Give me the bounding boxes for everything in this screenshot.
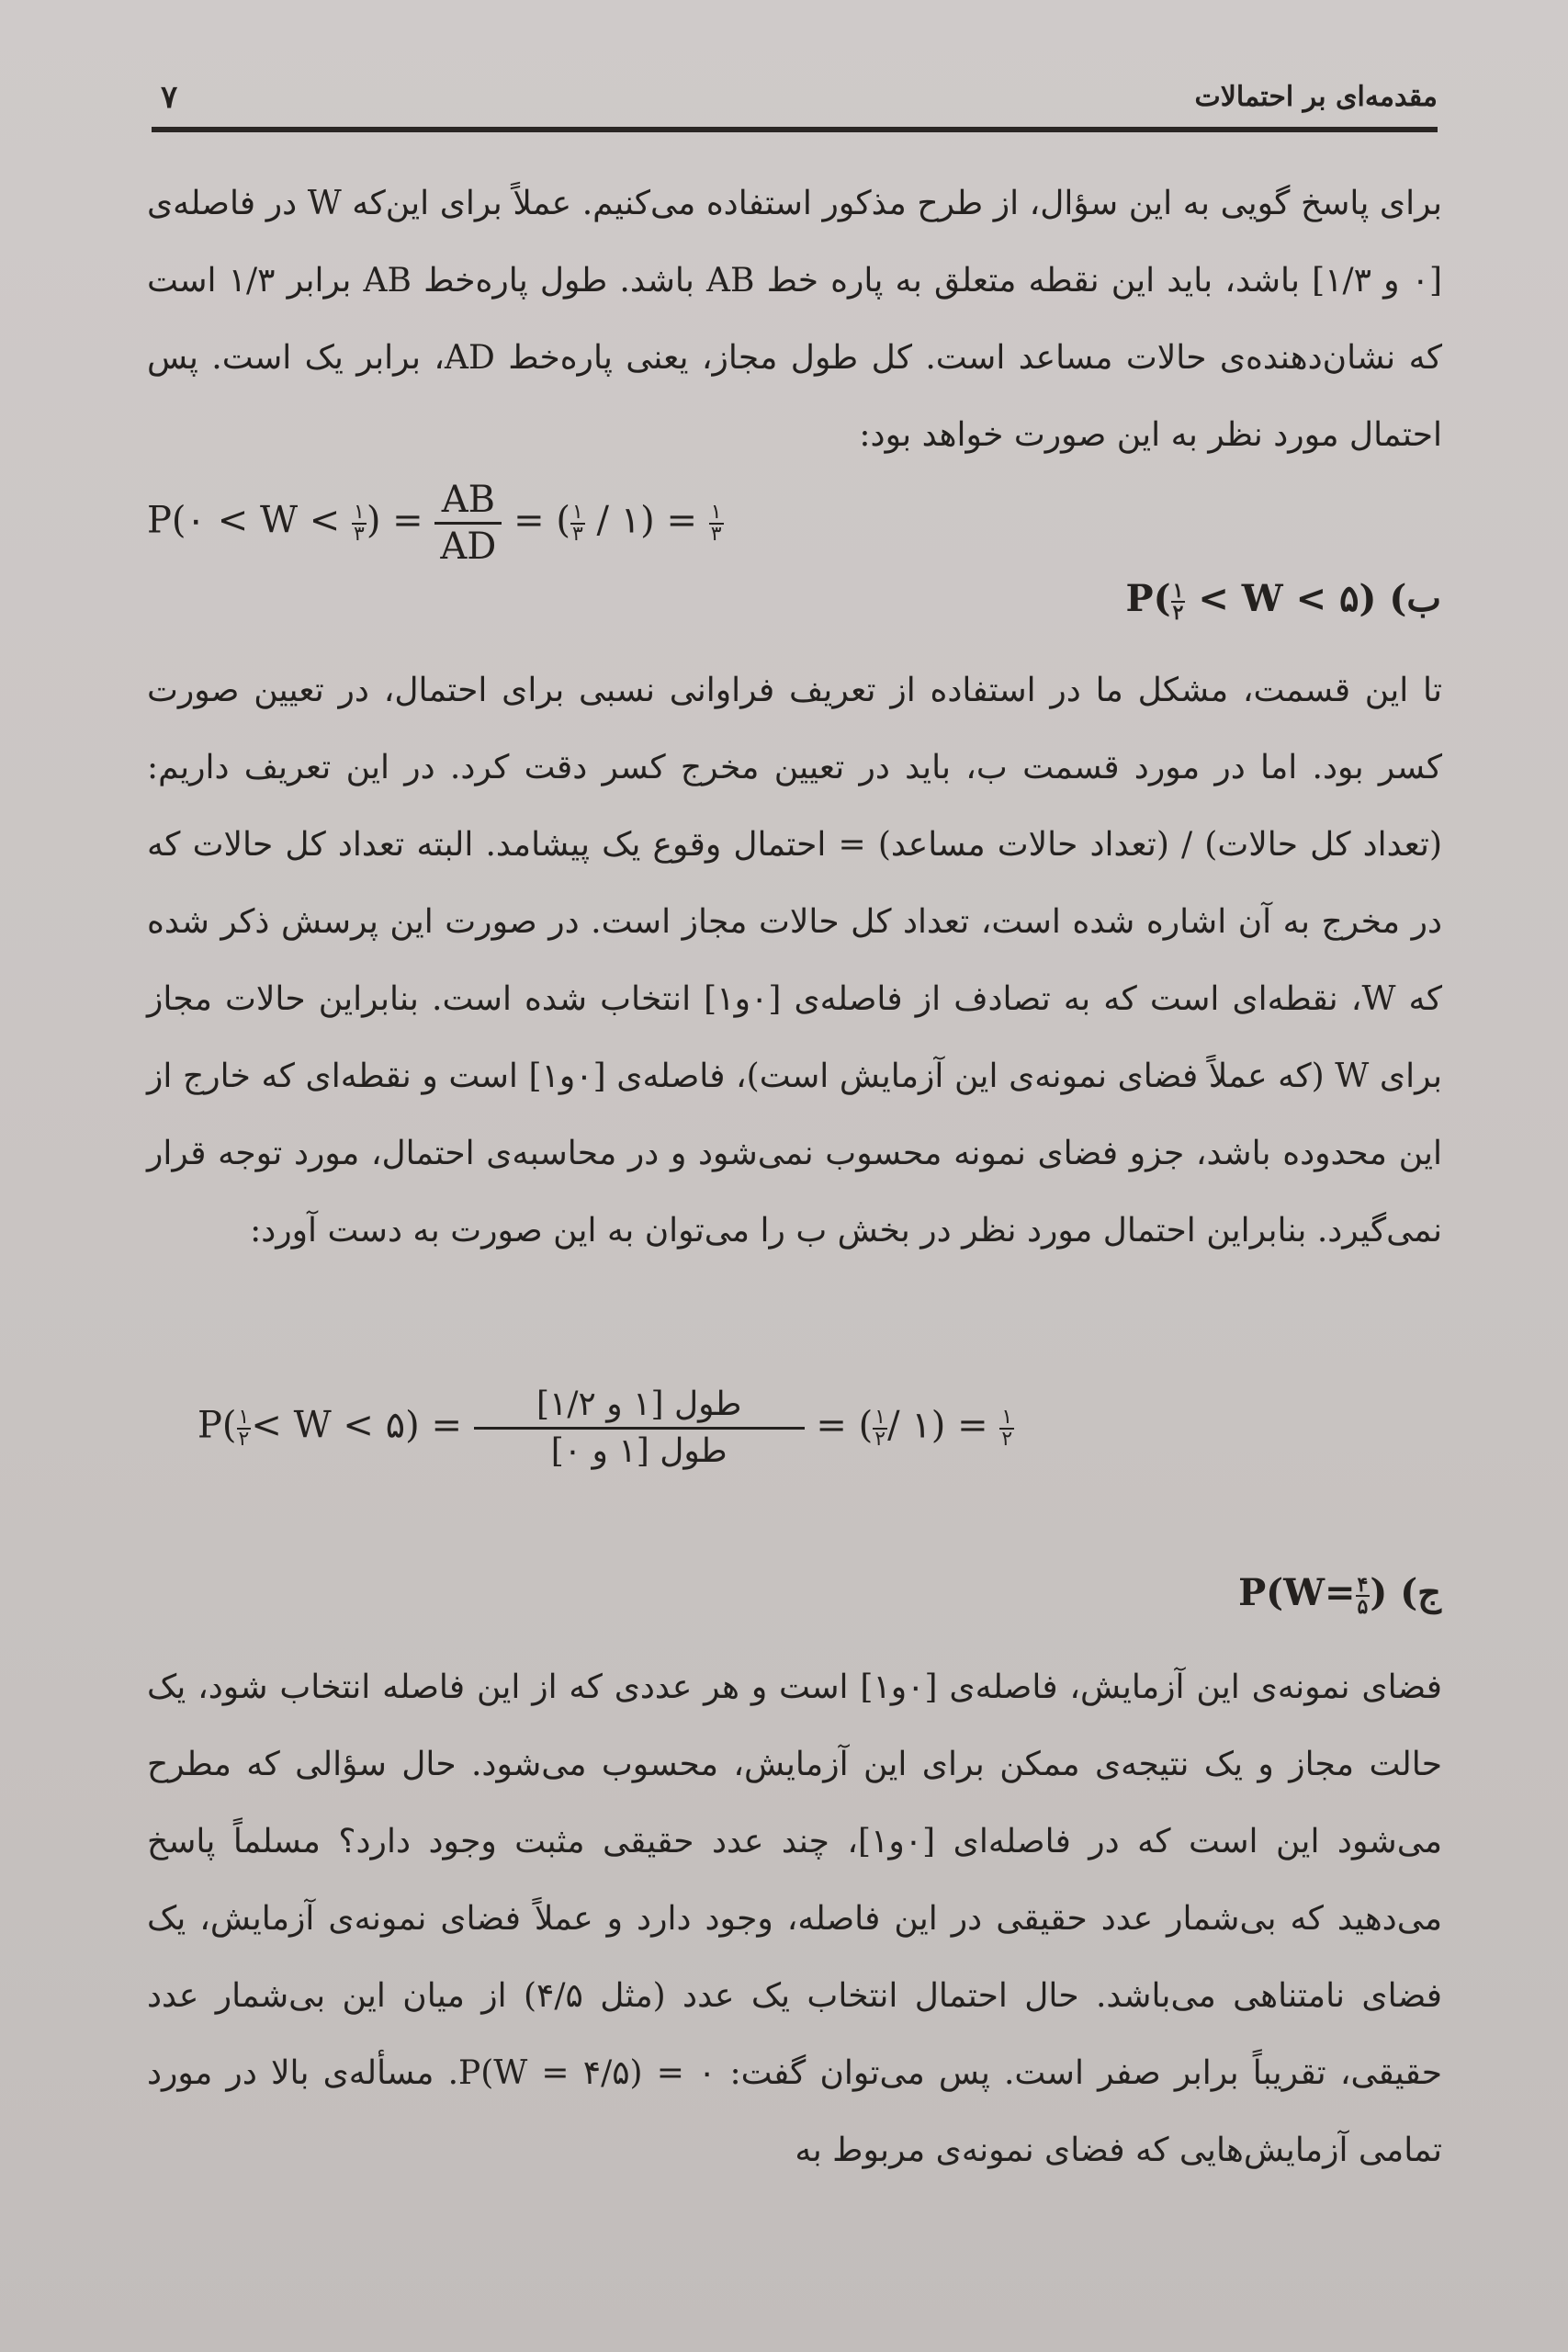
eq1-lhs: P(۰ < W < [147, 499, 353, 542]
paragraph-2: تا این قسمت، مشکل ما در استفاده از تعریف فراوانی نسبی برای احتمال، در تعیین صورت کسر بود. اما در مورد قسمت ب، باید در تعیین مخرج کسر دقت کرد. در این تعریف داریم: (تعداد کل حالات) / (تعداد حالات مساعد) = احتمال وقوع یک پیشامد. البته تعداد کل حالات که در مخرج به آن اشاره شده است، تعداد کل حالات مجاز است. در صورت این پرسش ذکر شده که W، نقطه‌ای است که به تصادف از فاصله‌ی [۰و۱] انتخاب شده است. بنابراین حالات مجاز برای W (که عملاً فضای نمونه‌ی این آزمایش است)، فاصله‌ی [۰و۱] است و نقطه‌ای که خارج از این محدوده باشد، جزو فضای نمونه محسوب نمی‌شود و در محاسبه‌ی احتمال، مورد توجه قرار نمی‌گیرد. بنابراین احتمال مورد نظر در بخش ب را می‌توان به این صورت به دست آورد: [147, 672, 1442, 1250]
eq1-frac-b: $\frac{۱}{۳}$ [571, 500, 583, 546]
part-c-heading: ج) P(W= $\frac{۴}{۵}$ ) [1238, 1571, 1441, 1619]
paragraph-3: فضای نمونه‌ی این آزمایش، فاصله‌ی [۰و۱] است و هر عددی که از این فاصله انتخاب شود، یک حالت مجاز و یک نتیجه‌ی ممکن برای این آزمایش، محسوب می‌شود. حال سؤالی که مطرح می‌شود این است که در فاصله‌ای [۰و۱]، چند عدد حقیقی مثبت وجود دارد؟ مسلماً پاسخ می‌دهید که بی‌شمار عدد حقیقی در این فاصله، وجود دارد و عملاً فضای نمونه‌ی آزمایش، یک فضای نامتناهی می‌باشد. حال احتمال انتخاب یک عدد (مثل ۴/۵) از میان این بی‌شمار عدد حقیقی، تقریباً برابر صفر است. پس می‌توان گفت: P(W = ۴/۵) = ۰. مسأله‌ی بالا در مورد تمامی آزمایش‌هایی که فضای نمونه‌ی مربوط به [147, 1668, 1443, 2169]
page-number: ۷ [161, 79, 178, 116]
header-rule [152, 127, 1438, 132]
eq2-length-ratio: طول [۱ و ۱/۲] طول [۱ و ۰] [474, 1383, 805, 1474]
part-c-equation: P(W= $\frac{۴}{۵}$ ) [1238, 1571, 1388, 1619]
eq1-frac-a: $\frac{۱}{۳}$ [354, 500, 365, 546]
equation-1: P(۰ < W < $\frac{۱}{۳}$ ) = $\frac{AB}{AD}$ = ( $\frac{۱}{۳}$ / ۱) = $\frac{۱}{۳}$ [147, 479, 722, 568]
eq1-frac-c: $\frac{۱}{۳}$ [710, 500, 722, 546]
chapter-title: مقدمه‌ای بر احتمالات [1194, 81, 1438, 113]
eq1-mid: ) = [366, 499, 435, 542]
paragraph-1: برای پاسخ گویی به این سؤال، از طرح مذکور استفاده می‌کنیم. عملاً برای این‌که W در فاصله‌ی [۰ و ۱/۳] باشد، باید این نقطه متعلق به پاره خط AB باشد. طول پاره‌خط AB برابر ۱/۳ است که نشان‌دهنده‌ی حالات مساعد است. کل طول مجاز، یعنی پاره‌خط AD، برابر یک است. پس احتمال مورد نظر به این صورت خواهد بود: [147, 185, 1443, 454]
part-b-heading: ب) P( $\frac{۱}{۲}$ < W < ۵) [1125, 577, 1441, 625]
part-b-equation: P( $\frac{۱}{۲}$ < W < ۵) [1125, 577, 1377, 625]
equation-2: P( $\frac{۱}{۲}$ < W < ۵) = طول [۱ و ۱/۲] طول [۱ و ۰] = ( $\frac{۱}{۲}$ / ۱) = $\frac{۱}{۲}$ [197, 1383, 1014, 1474]
eq1-ab-ad: $\frac{AB}{AD}$ [434, 478, 502, 569]
